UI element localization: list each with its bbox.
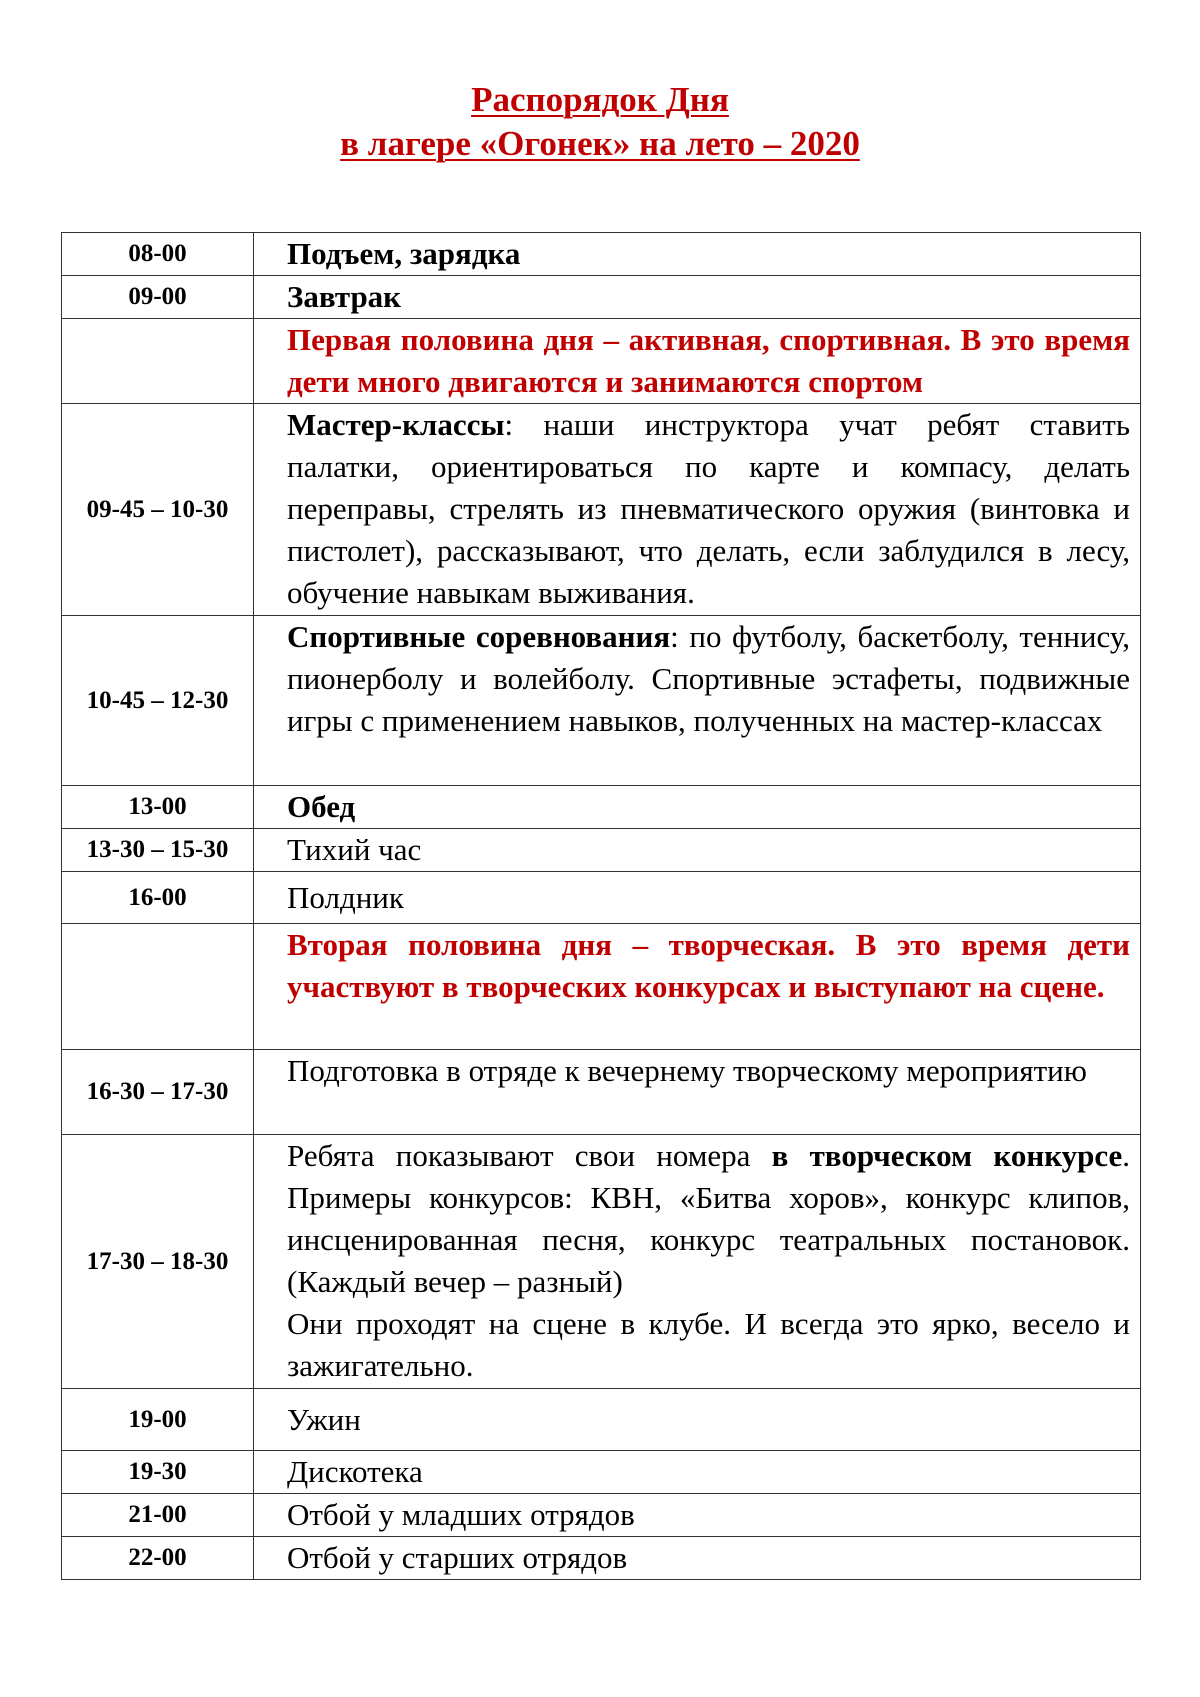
table-row <box>62 1135 1141 1389</box>
table-row <box>62 276 1141 319</box>
activity-cell <box>254 404 1141 616</box>
table-row <box>62 786 1141 829</box>
time-cell: 08-00 <box>62 233 254 276</box>
activity-description: : наши инструктора учат ребят ставить палатки, ориентироваться по карте и компасу, делать переправы, стрелять из пневматического оружия (винтовка и пистолет), рассказывают, что делать, если заблудился в лесу, обучение навыкам выживания. <box>287 407 1130 610</box>
time-cell: 19-00 <box>62 1389 254 1451</box>
table-row <box>62 1389 1141 1451</box>
activity-title: Спортивные соревнования <box>287 619 671 654</box>
activity-cell <box>254 616 1141 786</box>
table-row <box>62 829 1141 872</box>
time-cell: 21-00 <box>62 1494 254 1537</box>
time-cell: 09-00 <box>62 276 254 319</box>
time-cell: 16-00 <box>62 872 254 924</box>
time-cell: 16-30 – 17-30 <box>62 1050 254 1135</box>
table-row <box>62 1537 1141 1580</box>
activity-title: в творческом конкурсе <box>771 1138 1123 1173</box>
table-row <box>62 1451 1141 1494</box>
table-row <box>62 233 1141 276</box>
table-row <box>62 404 1141 616</box>
time-cell: 17-30 – 18-30 <box>62 1135 254 1389</box>
activity-cell: Обед <box>254 786 1141 829</box>
activity-cell: Отбой у старших отрядов <box>254 1537 1141 1580</box>
time-cell: 10-45 – 12-30 <box>62 616 254 786</box>
activity-cell: Подъем, зарядка <box>254 233 1141 276</box>
activity-cell: Тихий час <box>254 829 1141 872</box>
activity-title: Мастер-классы <box>287 407 505 442</box>
activity-description-second: Они проходят на сцене в клубе. И всегда это ярко, весело и зажигательно. <box>287 1306 1130 1383</box>
table-row <box>62 872 1141 924</box>
time-cell: 13-30 – 15-30 <box>62 829 254 872</box>
title-line-2: в лагере «Огонек» на лето – 2020 <box>340 124 860 163</box>
activity-cell: Дискотека <box>254 1451 1141 1494</box>
activity-cell: Подготовка в отряде к вечернему творческому мероприятию <box>254 1050 1141 1135</box>
time-cell: 13-00 <box>62 786 254 829</box>
activity-description: . Примеры конкурсов: КВН, «Битва хоров», конкурс клипов, инсценированная песня, конкурс театральных постановок. (Каждый вечер – разный) <box>287 1138 1131 1299</box>
activity-description-start: Ребята показывают свои номера <box>287 1138 772 1173</box>
table-row <box>62 616 1141 786</box>
section-heading: Вторая половина дня – творческая. В это время дети участвуют в творческих конкурсах и выступают на сцене. <box>254 924 1141 1050</box>
activity-description: : по футболу, баскетболу, теннису, пионерболу и волейболу. Спортивные эстафеты, подвижные игры с применением навыков, полученных на мастер-классах <box>287 619 1130 738</box>
activity-cell: Завтрак <box>254 276 1141 319</box>
time-cell <box>62 924 254 1050</box>
table-row <box>62 1494 1141 1537</box>
time-cell <box>62 319 254 404</box>
activity-cell <box>254 1135 1141 1389</box>
time-cell: 09-45 – 10-30 <box>62 404 254 616</box>
title-line-1: Распорядок Дня <box>471 80 729 119</box>
page-title <box>0 78 1200 166</box>
activity-cell: Отбой у младших отрядов <box>254 1494 1141 1537</box>
time-cell: 19-30 <box>62 1451 254 1494</box>
activity-cell: Полдник <box>254 872 1141 924</box>
time-cell: 22-00 <box>62 1537 254 1580</box>
table-row <box>62 1050 1141 1135</box>
table-row <box>62 319 1141 404</box>
schedule-table <box>61 232 1141 1580</box>
table-row <box>62 924 1141 1050</box>
activity-cell: Ужин <box>254 1389 1141 1451</box>
section-heading: Первая половина дня – активная, спортивная. В это время дети много двигаются и занимаются спортом <box>254 319 1141 404</box>
